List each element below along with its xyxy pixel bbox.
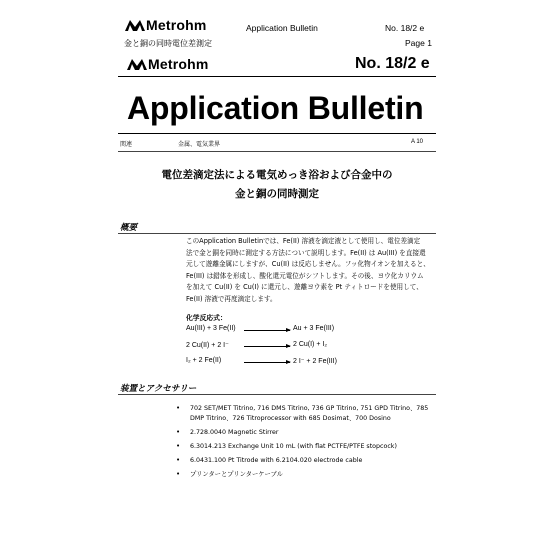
reaction-3-right: 2 I⁻ + 2 Fe(III) — [293, 358, 337, 365]
equipment-item: • 2.728.0040 Magnetic Stirrer — [174, 428, 444, 438]
metrohm-logo-icon — [126, 58, 148, 71]
classification-rule — [118, 151, 436, 152]
equipment-heading: 装置とアクセサリー — [120, 384, 197, 394]
reaction-1-arrow — [244, 330, 290, 331]
summary-rule — [118, 233, 436, 234]
header-page: Page 1 — [405, 38, 432, 48]
metrohm-logo-icon — [124, 19, 146, 32]
summary-paragraph — [186, 236, 448, 306]
banner-rule — [118, 76, 436, 77]
equipment-item: • プリンターとプリンターケーブル — [174, 470, 444, 480]
reaction-3-left: I₂ + 2 Fe(II) — [186, 357, 222, 364]
equipment-item: • 6.0431.100 Pt Titrode with 6.2104.020 electrode cable — [174, 456, 444, 466]
equipment-item: • 6.3014.213 Exchange Unit 10 mL (with flat PCTFE/PTFE stopcock) — [174, 442, 444, 452]
summary-line: 法で金と銅を同時に測定する方法について説明します。Fe(II) は Au(III) を直接還 — [186, 248, 426, 257]
summary-line: を加えて Cu(II) を Cu(I) に還元し、遊離ヨウ素を Pt ティトロードを使用して、 — [186, 283, 423, 292]
banner-logo — [126, 57, 216, 73]
main-title — [118, 166, 436, 204]
reaction-2-left: 2 Cu(II) + 2 I⁻ — [186, 342, 229, 349]
reaction-1-right: Au + 3 Fe(III) — [293, 325, 335, 332]
equipment-list — [174, 404, 444, 485]
reaction-2-arrow — [244, 346, 290, 347]
main-title-line-2: 金と銅の同時測定 — [235, 188, 319, 200]
summary-line: このApplication Bulletinでは、Fe(II) 溶液を滴定液として使用し、電位差滴定 — [186, 237, 421, 245]
summary-line: 元して遊離金属にしますが、Cu(II) は反応しません。フッ化物イオンを加えると、 — [186, 260, 430, 269]
classification-fields: 金属、電気業界 — [178, 141, 221, 148]
summary-line: Fe(II) 溶液で再度滴定します。 — [186, 294, 277, 303]
header-logo — [124, 17, 207, 33]
banner-doc-number: No. 18/2 e — [355, 55, 430, 72]
summary-heading: 概要 — [120, 223, 138, 233]
banner-brand: Metrohm — [148, 56, 209, 72]
header-subject: 金と銅の同時電位差測定 — [124, 39, 212, 48]
equipment-rule — [118, 394, 436, 395]
classification-label: 関連 — [120, 141, 133, 148]
equipment-item: • 702 SET/MET Titrino, 716 DMS Titrino, 736 GP Titrino, 751 GPD Titrino、785 DMP Titrino、726 Titroprocessor with 685 Dosimat、700 Dosino — [174, 404, 444, 423]
reaction-3-arrow — [244, 362, 290, 363]
classification-code: A 10 — [411, 139, 424, 145]
banner-title: Application Bulletin — [127, 90, 424, 126]
reaction-2-right: 2 Cu(I) + I₂ — [293, 341, 328, 348]
reaction-1-left: Au(III) + 3 Fe(II) — [186, 325, 236, 332]
title-rule — [118, 133, 436, 134]
header-doc-number: No. 18/2 e — [385, 23, 425, 33]
header-center-title: Application Bulletin — [246, 23, 318, 33]
summary-line: Fe(III) は錯体を形成し、酸化還元電位がシフトします。その後、ヨウ化カリウム — [186, 271, 424, 280]
header-brand: Metrohm — [146, 17, 207, 33]
main-title-line-1: 電位差滴定法による電気めっき浴および合金中の — [161, 169, 393, 181]
reactions-heading: 化学反応式： — [186, 314, 227, 322]
